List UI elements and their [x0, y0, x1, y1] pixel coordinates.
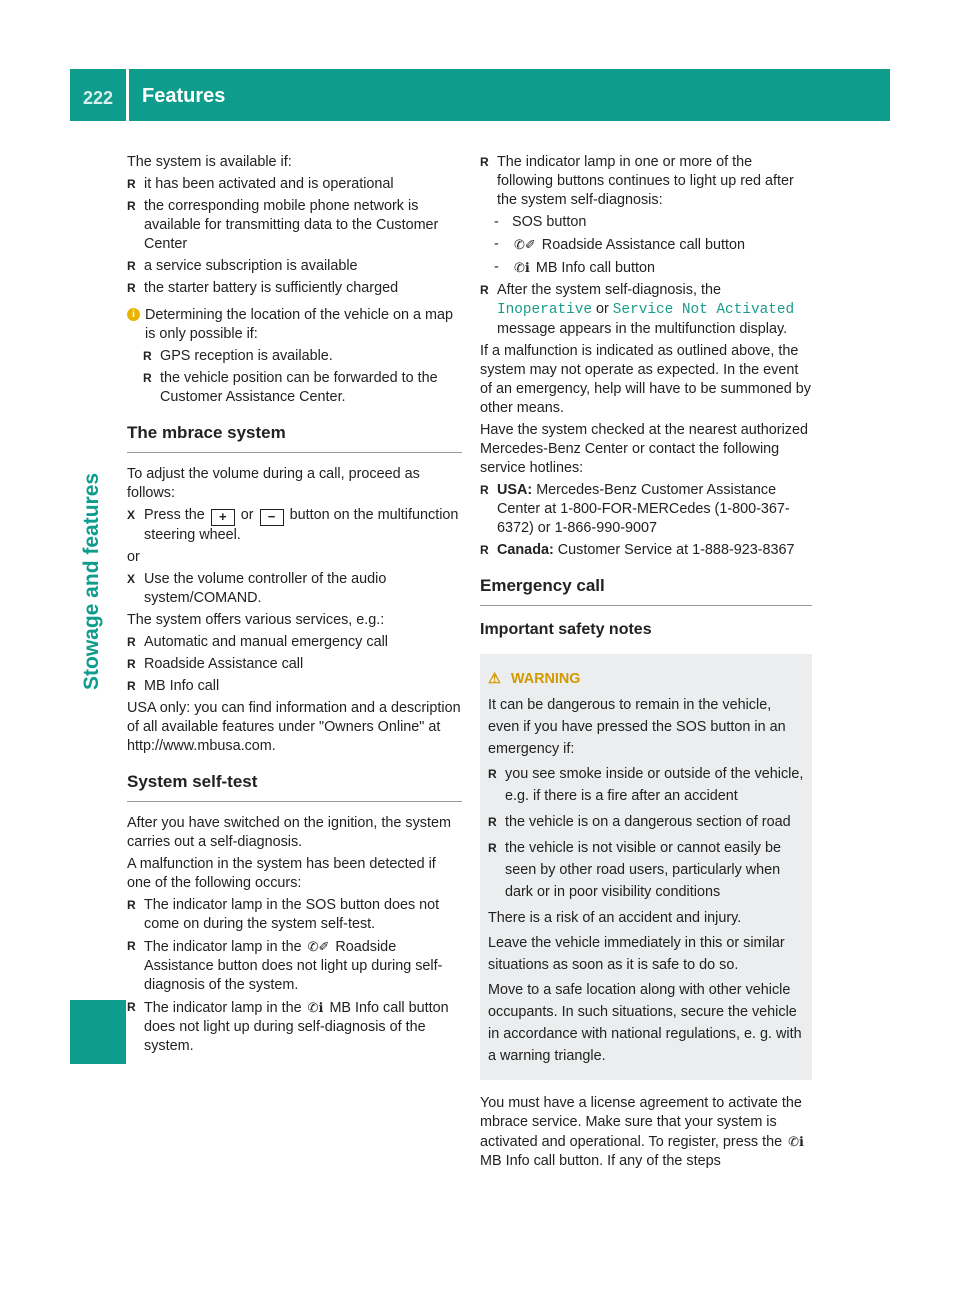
list-item: R a service subscription is available [127, 257, 462, 276]
phone-info-icon: ✆ℹ [514, 260, 530, 275]
paragraph: The system offers various services, e.g.: [127, 612, 385, 628]
header-divider [126, 69, 129, 121]
heading-self-test: System self-test [127, 772, 462, 802]
item-text: Mercedes-Benz Customer Assistance Center at 1-800-FOR-MERCedes (1-800-367-6372) or 1-866-990-9007 [497, 482, 790, 536]
list-item [480, 541, 812, 560]
item-text: or [596, 301, 609, 317]
sidebar-chapter-label: Stowage and features [80, 472, 103, 690]
heading-safety-notes: Important safety notes [480, 621, 652, 638]
list-item: R the vehicle position can be forwarded to the Customer Assistance Center. [143, 369, 462, 407]
heading-emergency-call: Emergency call [480, 576, 812, 606]
paragraph-text: MB Info call button. If any of the steps [480, 1153, 721, 1169]
list-item: R Automatic and manual emergency call [127, 633, 462, 652]
item-text: The indicator lamp in the [144, 1000, 302, 1016]
item-label: Canada: [497, 542, 554, 558]
list-item: R Roadside Assistance call [127, 655, 462, 674]
right-column [480, 153, 812, 1174]
step-text: or [240, 507, 254, 523]
info-text: Determining the location of the vehicle on a map is only possible if: [145, 307, 453, 342]
paragraph: Have the system checked at the nearest authorized Mercedes-Benz Center or contact the following service hotlines: [480, 422, 808, 476]
left-column [127, 153, 462, 1059]
list-item [127, 937, 462, 995]
paragraph-text: You must have a license agreement to activate the mbrace service. Make sure that your system is activated and operational. To register, press [480, 1095, 802, 1150]
item-text: After the system self-diagnosis, the [497, 282, 721, 298]
list-item: R MB Info call [127, 677, 462, 696]
item-text: Customer Service at 1-888-923-8367 [557, 542, 795, 558]
info-icon: i [127, 308, 140, 321]
paragraph: A malfunction in the system has been detected if one of the following occurs: [127, 856, 436, 891]
item-text: Roadside Assistance call button [541, 237, 745, 253]
item-text: MB Info call button does not light up during self-diagnosis of the system. [144, 1000, 449, 1054]
paragraph: There is a risk of an accident and injury. [488, 910, 742, 926]
phone-info-icon: ✆ℹ [788, 1134, 804, 1149]
item-text: The indicator lamp in the [144, 939, 302, 955]
display-message: Service Not Activated [612, 302, 795, 318]
sub-list-item: - SOS button [480, 213, 812, 232]
item-text: Roadside Assistance button does not light up during self-diagnosis of the system. [144, 939, 443, 993]
display-message: Inoperative [497, 302, 592, 318]
warning-box [480, 654, 812, 1080]
step-text: button on the multifunction steering wheel. [144, 507, 459, 543]
list-item: R the corresponding mobile phone network is available for transmitting data to the Customer Center [127, 197, 462, 254]
list-item: R you see smoke inside or outside of the vehicle, e.g. if there is a fire after an accident [488, 763, 804, 807]
warning-title [488, 668, 804, 690]
page-number: 222 [82, 88, 114, 108]
phone-wrench-icon: ✆✐ [307, 939, 330, 954]
paragraph: or [127, 549, 140, 565]
instruction-step [127, 506, 462, 545]
sub-list-item [480, 235, 812, 255]
warning-icon: ⚠ [488, 671, 501, 687]
list-item: R GPS reception is available. [143, 347, 462, 366]
page-header [70, 69, 890, 121]
minus-button-icon: − [260, 509, 284, 526]
list-item: R the vehicle is on a dangerous section of road [488, 811, 804, 833]
paragraph: If a malfunction is indicated as outlined above, the system may not operate as expected. In the event of an emergency, help will have to be summoned by other means. [480, 343, 811, 416]
list-item: R The indicator lamp in one or more of the following buttons continues to light up red after the system self-diagnosis: [480, 153, 812, 210]
paragraph-text: the [762, 1134, 783, 1150]
paragraph: It can be dangerous to remain in the vehicle, even if you have pressed the SOS button in an emergency if: [488, 697, 786, 757]
list-item: R the vehicle is not visible or cannot easily be seen by other road users, particularly when dark or in poor visibility conditions [488, 837, 804, 903]
instruction-step: X Use the volume controller of the audio system/COMAND. [127, 570, 462, 608]
list-item: R it has been activated and is operational [127, 175, 462, 194]
info-note [127, 306, 462, 344]
paragraph: To adjust the volume during a call, proceed as follows: [127, 466, 420, 501]
heading-mbrace: The mbrace system [127, 423, 462, 453]
chapter-tab [70, 1000, 126, 1064]
list-item [127, 998, 462, 1056]
phone-wrench-icon: ✆✐ [514, 237, 536, 252]
paragraph: Move to a safe location along with other vehicle occupants. In such situations, secure the vehicle in accordance with national regulations, e. g. with a warning triangle. [488, 982, 802, 1064]
phone-info-icon: ✆ℹ [307, 1000, 324, 1015]
item-text: MB Info call button [535, 260, 656, 276]
step-text: Press the [144, 507, 205, 523]
list-item: R The indicator lamp in the SOS button does not come on during the system self-test. [127, 896, 462, 934]
paragraph: The system is available if: [127, 154, 292, 170]
section-title: Features [142, 85, 226, 107]
paragraph [480, 1094, 812, 1171]
list-item [480, 281, 812, 339]
item-label: USA: [497, 482, 533, 498]
sub-list-item [480, 258, 812, 278]
list-item: R the starter battery is sufficiently charged [127, 279, 462, 298]
item-text: message appears in the multifunction display. [497, 321, 788, 337]
paragraph: USA only: you can find information and a description of all available features under "Owners Online" at http://www.mbusa.com. [127, 700, 461, 754]
paragraph: After you have switched on the ignition, the system carries out a self-diagnosis. [127, 815, 451, 850]
plus-button-icon: + [211, 509, 235, 526]
paragraph: Leave the vehicle immediately in this or similar situations as soon as it is safe to do so. [488, 935, 785, 973]
list-item [480, 481, 812, 538]
warning-title-text: WARNING [510, 671, 581, 687]
